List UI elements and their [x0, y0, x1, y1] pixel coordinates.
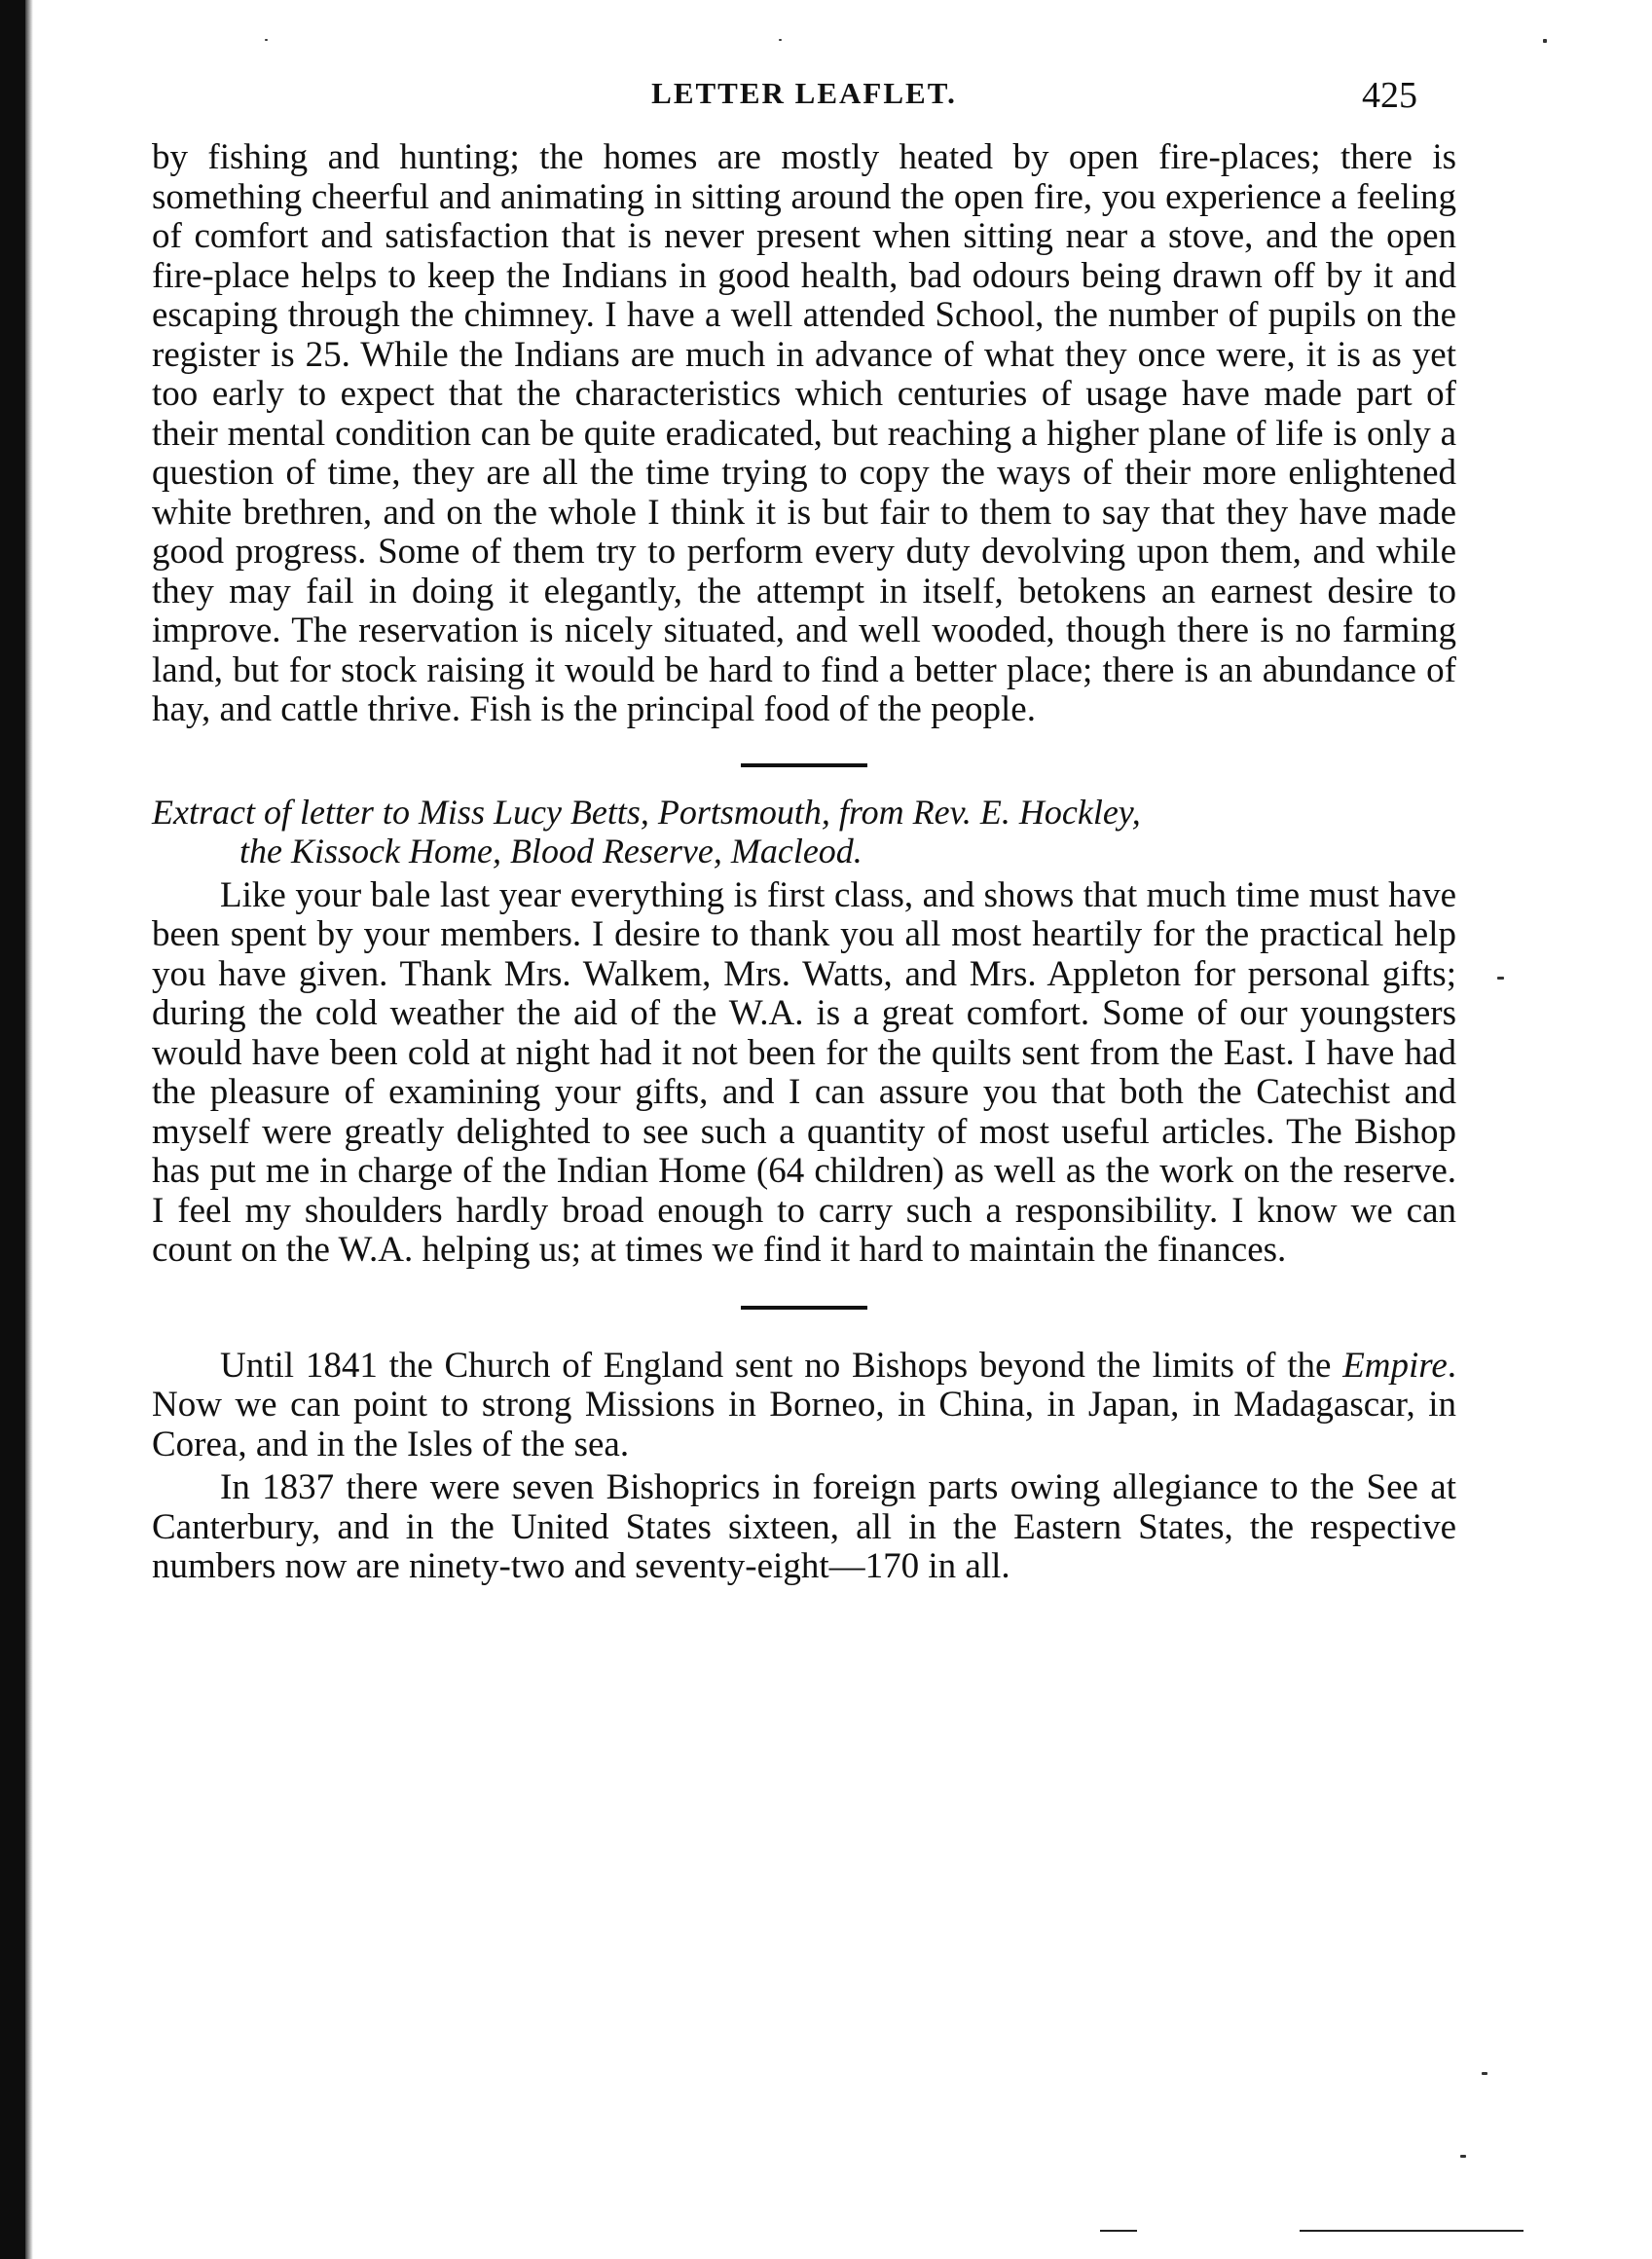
paragraph-3-text-b: . Now we can point to strong Missions in Borneo, in China, in Japan, in Madagascar, in Corea, and in the Isles of the sea. — [152, 1345, 1456, 1464]
paragraph-3-empire-italic: Empire — [1342, 1345, 1448, 1386]
scan-speck — [1460, 2155, 1466, 2158]
body-paragraph-1: by fishing and hunting; the homes are mostly heated by open fire-places; there is something cheerful and animating in sitting around the open fire, you experience a feeling of comfort and satisfaction that is never present when sitting near a stove, and the open fire-place helps to keep the Indians in good health, bad odours being drawn off by it and escaping through the chimney. I have a well attended School, the number of pupils on the register is 25. While the Indians are much in advance of what they once were, it is as yet too early to expect that the characteristics which centuries of usage have made part of their mental condition can be quite eradicated, but reaching a higher plane of life is only a question of time, they are all the time trying to copy the ways of their more enlightened white brethren, and on the whole I think it is but fair to them to say that they have made good progress. Some of them try to perform every duty devolving upon them, and while they may fail in doing it elegantly, the attempt in itself, betokens an earnest desire to improve. The reservation is nicely situated, and well wooded, though there is no farming land, but for stock raising it would be hard to find a better place; there is an abundance of hay, and cattle thrive. Fish is the principal food of the people. — [152, 137, 1456, 729]
document-page — [152, 76, 1456, 1587]
body-paragraph-3 — [152, 1347, 1456, 1465]
extract-heading-line-2: the Kissock Home, Blood Reserve, Macleod. — [239, 831, 863, 870]
scan-speck — [1482, 2072, 1487, 2075]
extract-heading — [152, 793, 1456, 870]
extract-heading-line-1: Extract of letter to Miss Lucy Betts, Portsmouth, from Rev. E. Hockley, — [152, 792, 1141, 832]
section-divider-2 — [741, 1306, 867, 1310]
scan-speck — [1497, 977, 1504, 980]
body-paragraph-2: Like your bale last year everything is first class, and shows that much time must have been spent by your members. I desire to thank you all most heartily for the practical help you have given. Thank Mrs. Walkem, Mrs. Watts, and Mrs. Appleton for personal gifts; during the cold weather the aid of the W.A. is a great comfort. Some of our youngsters would have been cold at night had it not been for the quilts sent from the East. I have had the pleasure of examining your gifts, and I can assure you that both the Catechist and myself were greatly delighted to see such a quantity of most useful articles. The Bishop has put me in charge of the Indian Home (64 children) as well as the work on the reserve. I feel my shoulders hardly broad enough to carry such a responsibility. I know we can count on the W.A. helping us; at times we find it hard to maintain the finances. — [152, 874, 1456, 1270]
page-number: 425 — [1362, 75, 1417, 116]
paragraph-3-text-a: Until 1841 the Church of England sent no Bishops beyond the limits of the — [220, 1345, 1343, 1386]
scan-binding-shadow — [0, 0, 25, 2259]
scan-speck — [265, 39, 268, 41]
body-paragraph-4: In 1837 there were seven Bishoprics in foreign parts owing allegiance to the See at Canterbury, and in the United States sixteen, all in the Eastern States, the respective numbers now are ninety-two and seventy-eight—170 in all. — [152, 1467, 1456, 1586]
section-divider-1 — [741, 763, 867, 767]
scan-binding-edge — [25, 0, 33, 2259]
scan-speck — [779, 39, 782, 41]
running-title: LETTER LEAFLET. — [651, 76, 957, 110]
running-head — [152, 76, 1456, 134]
scan-bottom-mark — [1100, 2230, 1137, 2232]
scan-speck — [1543, 39, 1547, 43]
scan-bottom-rule — [1300, 2230, 1524, 2232]
